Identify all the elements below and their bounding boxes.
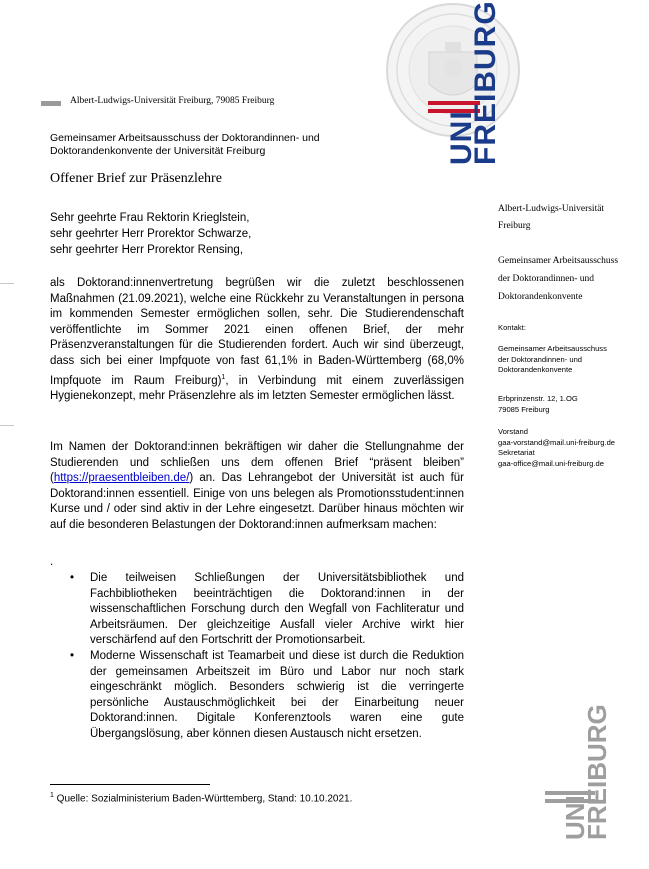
salutation-line: sehr geehrter Herr Prorektor Schwarze,	[50, 228, 252, 240]
bullet-icon: •	[70, 649, 75, 662]
bullet-icon: •	[70, 572, 75, 584]
praesentbleiben-link[interactable]: https://praesentbleiben.de/	[53, 472, 190, 485]
salutation	[50, 210, 251, 258]
right-line: Gemeinsamer Arbeitsausschuss	[498, 344, 607, 353]
logo-uni-text: UNI	[560, 795, 590, 840]
office-email[interactable]: gaa-office@mail.uni-freiburg.de	[498, 458, 604, 468]
sender-line: Albert-Ludwigs-Universität Freiburg, 79085 Freiburg	[70, 96, 275, 106]
paragraph-text: , in Verbindung mit einem zuverlässigen Hygienekonzept, mehr Präsenzlehre als im letzten Semester ermöglichen lässt.	[50, 374, 464, 402]
right-line: Erbprinzenstr. 12, 1.OG	[498, 394, 578, 403]
right-line: Doktorandenkonvente	[498, 292, 583, 302]
list-item	[70, 649, 464, 743]
footnote	[50, 792, 352, 804]
contact-emails	[498, 427, 638, 469]
margin-tick	[0, 425, 14, 426]
margin-tick	[0, 283, 14, 284]
vorstand-email[interactable]: gaa-vorstand@mail.uni-freiburg.de	[498, 437, 616, 447]
kontakt-label: Kontakt:	[498, 323, 526, 332]
paragraph-text: als Doktorand:innenvertretung begrüßen wir die zuletzt beschlossenen Maßnahmen (21.09.2021), welche eine Rückkehr zu Veranstaltungen in persona im kommenden Semester ermöglichen sollen, sehr. Die Studierendenschaft veröffentlichte im Sommer 2021 einen offenen Brief, der mehr Präsenzveranstaltungen für die Studierenden fordert. Auch wir sind überzeugt, dass sich bei einer Impfquote von fast 61,1% in Baden-Württemberg (68,0% Impfquote im Raum Freiburg)	[50, 277, 464, 387]
letter-title: Offener Brief zur Präsenzlehre	[50, 171, 222, 186]
right-university	[498, 201, 638, 235]
stray-dot: .	[50, 556, 54, 568]
right-line: der Doktorandinnen- und	[498, 354, 583, 364]
logo-freiburg-text: FREIBURG	[582, 704, 612, 840]
right-line: 79085 Freiburg	[498, 404, 550, 414]
committee-name	[50, 132, 380, 158]
list-item-text: Moderne Wissenschaft ist Teamarbeit und diese ist durch die Reduktion der gemeinsamen Arbeitszeit im Büro und Labor nur noch stark eingeschränkt möglich. Besonders schwierig ist die verringerte persönliche Austauschmöglichkeit bei der Einarbeitung neuer Doktorand:innen. Digitale Konferenztools waren eine gute Übergangslösung, aber können diesen Austausch nicht ersetzen.	[90, 649, 464, 740]
right-line: Doktorandenkonvente	[498, 365, 573, 374]
committee-line: Doktorandenkonvente der Universität Freiburg	[50, 145, 266, 157]
uni-freiburg-logo	[428, 0, 502, 165]
right-line: Gemeinsamer Arbeitsausschuss	[498, 256, 619, 266]
contact-role: Vorstand	[498, 427, 528, 436]
contact-committee	[498, 344, 638, 376]
salutation-line: sehr geehrter Herr Prorektor Rensing,	[50, 244, 244, 256]
right-committee	[498, 252, 638, 306]
footnote-ref[interactable]: 1	[221, 373, 226, 381]
sender-bar	[41, 101, 61, 106]
footnote-text: Quelle: Sozialministerium Baden-Württemberg, Stand: 10.10.2021.	[53, 793, 353, 805]
bullet-list	[70, 571, 464, 743]
logo-uni-text: UNI	[445, 110, 478, 165]
salutation-line: Sehr geehrte Frau Rektorin Krieglstein,	[50, 212, 250, 224]
paragraph-2	[50, 440, 464, 534]
right-line: der Doktorandinnen- und	[498, 274, 595, 284]
list-item-text: Die teilweisen Schließungen der Universitätsbibliothek und Fachbibliotheken beeinträchtigen die Doktorand:innen in der wissenschaftlichen Forschung durch den Wegfall von Fachliteratur und Arbeitsräumen. Der gleichzeitige Ausfall vieler Archive wirkt hier verschärfend auf den Fortschritt der Promotionsarbeit.	[90, 572, 464, 647]
uni-freiburg-logo-gray	[545, 704, 635, 860]
right-line: Freiburg	[498, 221, 531, 231]
contact-role: Sekretariat	[498, 448, 535, 457]
footnote-number: 1	[50, 792, 54, 799]
footnote-rule	[50, 784, 210, 785]
right-line: Albert-Ludwigs-Universität	[498, 204, 605, 214]
committee-line: Gemeinsamer Arbeitsausschuss der Doktorandinnen- und	[50, 132, 320, 144]
logo-freiburg-text: FREIBURG	[469, 0, 502, 165]
paragraph-1	[50, 276, 464, 405]
paragraph-text: ) an. Das Lehrangebot der Universität ist auch für Doktorand:innen essentiell. Einige von uns belegen als Promotionsstudent:innen Kurse und / oder sind aktiv in der Lehre eingesetzt. Darüber hinaus möchten wir auf die besonderen Belastungen der Doktorand:innen aufmerksam machen:	[50, 472, 464, 531]
paragraph-text: Im Namen der Doktorand:innen bekräftigen wir daher die Stellungnahme der Studierenden und schließen uns dem offenen Brief “präsent bleiben” (	[50, 441, 464, 485]
list-item	[70, 571, 464, 649]
contact-address	[498, 394, 638, 415]
